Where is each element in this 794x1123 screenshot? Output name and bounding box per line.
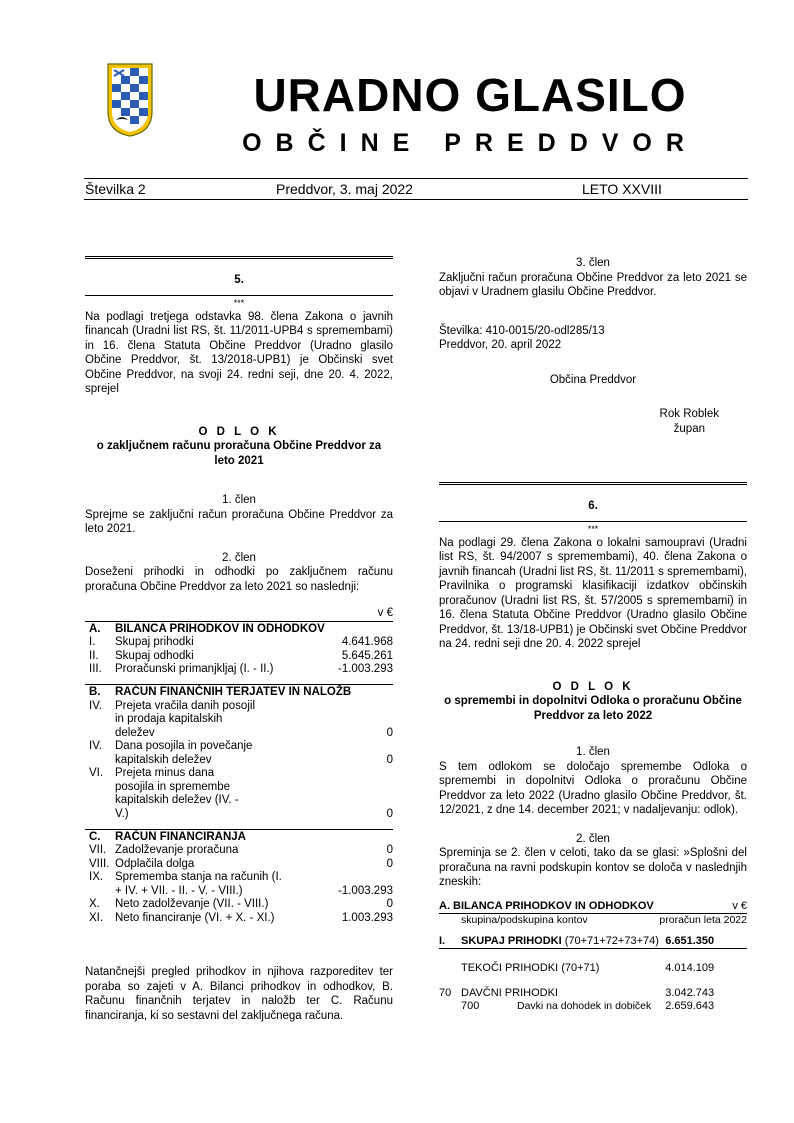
coat-of-arms-icon — [106, 62, 154, 138]
column-header: proračun leta 2022 — [659, 913, 747, 926]
row-text: Proračunski primanjkljaj (I. - II.) — [115, 663, 274, 675]
signer-name: Rok Roblek — [659, 408, 719, 420]
row-text: Sprememba stanja na računih (I. + IV. + VII. - II. - V. - VIII.) — [115, 871, 282, 897]
currency-label: v € — [659, 900, 747, 914]
section-stars: *** — [587, 523, 599, 534]
row-number: IV. — [89, 740, 103, 752]
article-1-text: S tem odlokom se določajo spremembe Odloka o spremembi in dopolnitvi Odloka o proračunu Občine Preddvor za leto 2022 (Uradno glasilo Občine Preddvor, št. 12/2021, z dne 14. december 2021; v nadaljevanju: odlok). — [439, 760, 747, 816]
odlok-subtitle: o zaključnem računu proračuna Občine Preddvor za leto 2021 — [96, 440, 382, 467]
budget-table — [85, 621, 393, 926]
row-value: 2.659.643 — [665, 1000, 715, 1012]
row-text: DAVČNI PRIHODKI — [461, 987, 558, 999]
row-text: Prejeta vračila danih posojil in prodaja kapitalskih deležev — [115, 699, 255, 739]
row-number: X. — [89, 898, 100, 910]
row-text: Dana posojila in povečanje kapitalskih deležev — [115, 740, 253, 766]
row-value: 4.014.109 — [665, 962, 715, 974]
section-number: 6. — [588, 500, 598, 512]
odlok-title: O D L O K — [198, 425, 280, 438]
column-header: skupina/podskupina kontov — [461, 913, 588, 926]
section-b-header — [85, 685, 393, 700]
table-title: A. BILANCA PRIHODKOV IN ODHODKOV — [439, 900, 659, 914]
row-number: 700 — [461, 1000, 480, 1012]
row-text: Davki na dohodek in dobiček — [517, 1000, 652, 1012]
row-number: III. — [89, 663, 102, 675]
article-3-text: Zaključni račun proračuna Občine Preddvor za leto 2021 se objavi v Uradnem glasilu Občine Preddvor. — [439, 271, 747, 298]
issue-year: LETO XXVIII — [582, 181, 662, 197]
odlok-title: O D L O K — [552, 680, 634, 693]
section-number: 5. — [234, 274, 244, 286]
article-3-title: 3. člen — [576, 257, 610, 269]
row-text-rest: (70+71+72+73+74) — [561, 934, 659, 947]
table-row — [439, 962, 747, 975]
row-value: -1.003.293 — [338, 663, 393, 675]
table-row — [85, 650, 393, 664]
row-value: 5.645.261 — [341, 649, 393, 662]
signer-title: župan — [673, 422, 705, 435]
row-number: VIII. — [89, 857, 110, 870]
section-rule — [85, 256, 393, 259]
section-rule — [439, 482, 747, 485]
preamble: Na podlagi tretjega odstavka 98. člena Zakona o javnih financah (Uradni list RS, št. 11/2011-UPB4 s spremembami) in 16. člena Statuta Občine Preddvor (Uradno glasilo Občine Preddvor, št. 13/2018-UPB1) je Občinski svet Občine Preddvor, na svoji 24. redni seji, dne 20. 4. 2022, sprejel — [85, 310, 393, 395]
row-number: IX. — [89, 871, 104, 883]
row-value: 0 — [386, 726, 393, 739]
row-number: I. — [439, 935, 461, 949]
row-number: XI. — [89, 911, 104, 924]
budget-2022-table — [439, 900, 747, 1014]
article-1-text: Sprejme se zaključni račun proračuna Občine Preddvor za leto 2021. — [85, 508, 393, 535]
section-c-header — [85, 829, 393, 844]
row-value: 0 — [386, 844, 393, 856]
article-2-title: 2. člen — [576, 832, 610, 845]
table-row — [85, 898, 393, 912]
row-number: I. — [89, 636, 96, 648]
article-2-title: 2. člen — [222, 551, 256, 564]
table-row — [439, 935, 747, 949]
row-value: 6.651.350 — [659, 935, 747, 949]
odlok-subtitle: o spremembi in dopolnitvi Odloka o proračunu Občine Preddvor za leto 2022 — [444, 695, 742, 722]
table-row — [85, 844, 393, 858]
section-a-label: A. — [85, 621, 115, 636]
row-number: VI. — [89, 767, 104, 779]
section-a-header — [85, 621, 393, 636]
row-value: 0 — [386, 807, 393, 820]
header-rule-top — [84, 178, 748, 179]
table-row — [85, 767, 393, 821]
row-text: Skupaj prihodki — [115, 636, 194, 648]
municipality-name: Občina Preddvor — [549, 373, 637, 386]
article-2-text: Doseženi prihodki in odhodki po zaključnem računu proračuna Občine Preddvor za leto 2021 so naslednji: — [85, 566, 393, 593]
row-number: II. — [89, 649, 99, 662]
row-text: Prejeta minus dana posojila in spremembe kapitalskih deležev (IV. - V.) — [115, 767, 239, 820]
table-row — [85, 858, 393, 872]
row-value: 0 — [386, 753, 393, 766]
row-number: IV. — [89, 699, 103, 712]
section-b-title: RAČUN FINANČNIH TERJATEV IN NALOŽB — [115, 685, 393, 700]
table-row — [85, 740, 393, 767]
table-row — [85, 636, 393, 650]
row-value: 4.641.968 — [341, 636, 393, 648]
section-rule-bottom — [85, 295, 393, 296]
section-stars: *** — [233, 297, 245, 308]
table-row — [85, 700, 393, 741]
article-1-title: 1. člen — [222, 494, 256, 506]
row-text: Skupaj odhodki — [115, 649, 194, 662]
preamble: Na podlagi 29. člena Zakona o lokalni samoupravi (Uradni list RS, št. 94/2007 s spremembami), 40. člena Zakona o javnih financah (Uradni list RS, št. 11/2011 s spremembami), Pravilnika o programski klasifikaciji izdatkov občinskih proračunov (Uradni list RS, št. 57/2005 s spremembami) in 16. člena Statuta Občine Preddvor (Uradno glasilo Občine Preddvor, št. 13/18-UPB1) je Občinski svet Občine Preddvor na 24. redni seji dne 20. 4. 2022 sprejel — [439, 536, 747, 650]
publication-title: URADNO GLASILO — [253, 69, 687, 121]
table-header-row — [439, 900, 747, 914]
row-text — [461, 935, 659, 949]
article-2-text: Spreminja se 2. člen v celoti, tako da se glasi: »Splošni del proračuna na ravni podskupin kontov se določa v naslednjih zneskih: — [439, 847, 747, 888]
section-c-title: RAČUN FINANCIRANJA — [115, 829, 393, 844]
table-header-row — [439, 913, 747, 927]
header-rule-bottom — [84, 199, 748, 200]
row-value: 3.042.743 — [665, 987, 715, 999]
currency-label: v € — [377, 607, 393, 619]
right-column — [439, 256, 747, 1013]
reference-number: Številka: 410-0015/20-odl285/13 — [439, 324, 605, 337]
table-row — [439, 987, 747, 1000]
article-1-title: 1. člen — [576, 746, 610, 758]
row-text: TEKOČI PRIHODKI (70+71) — [461, 962, 600, 974]
row-text: Neto zadolževanje (VII. - VIII.) — [115, 898, 269, 910]
table-row — [85, 871, 393, 898]
table-row — [85, 912, 393, 926]
section-a-title: BILANCA PRIHODKOV IN ODHODKOV — [115, 621, 393, 636]
left-column — [85, 256, 393, 1023]
section-b-label: B. — [85, 685, 115, 700]
row-text: Zadolževanje proračuna — [115, 844, 239, 856]
row-text: Odplačila dolga — [115, 857, 195, 870]
section-rule-bottom — [439, 521, 747, 522]
table-row — [85, 663, 393, 677]
row-value: 1.003.293 — [341, 911, 393, 924]
row-value: 0 — [386, 857, 393, 870]
closing-paragraph: Natančnejši pregled prihodkov in njihova razporeditev ter poraba so zajeti v A. Bilanci prihodkov in odhodkov, B. Računu finančnih terjatev in naložb ter C. Računu financiranja, ki so sestavni del zaključnega računa. — [85, 966, 393, 1022]
row-text-bold: SKUPAJ PRIHODKI — [461, 934, 562, 947]
issue-number: Številka 2 — [85, 181, 146, 197]
section-c-label: C. — [85, 829, 115, 844]
row-number: VII. — [89, 844, 107, 856]
row-text: Neto financiranje (VI. + X. - XI.) — [115, 911, 275, 924]
table-row — [439, 1000, 747, 1013]
issue-date: Preddvor, 3. maj 2022 — [276, 181, 413, 197]
row-value: 0 — [386, 898, 393, 910]
reference-date: Preddvor, 20. april 2022 — [439, 339, 562, 351]
row-number: 70 — [439, 987, 452, 999]
row-value: -1.003.293 — [338, 884, 393, 897]
publication-subtitle: OBČINE PREDDVOR — [242, 129, 698, 157]
